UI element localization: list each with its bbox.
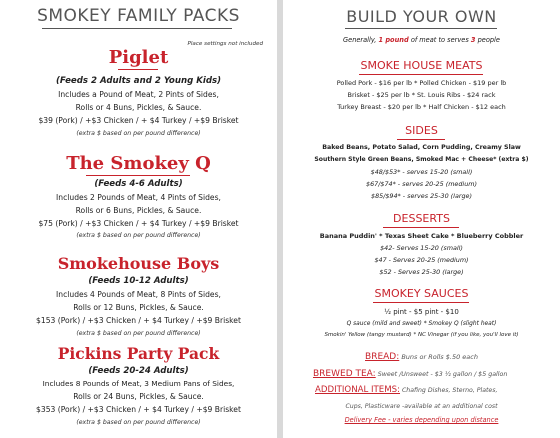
meats-line-2: Brisket - $25 per lb * St. Louis Ribs - $24 rack xyxy=(347,91,496,99)
desserts-line: Banana Puddin' * Texas Sheet Cake * Blueberry Cobbler xyxy=(319,232,524,240)
pack-feeds-pickins-party-pack: (Feeds 20-24 Adults) xyxy=(88,366,189,376)
piglet-underline xyxy=(118,69,158,70)
build-your-own-page xyxy=(283,0,560,438)
build-subtitle: Generally, 1 pound of meat to serves 3 people xyxy=(343,36,500,44)
pack-line1-smokey-q: Includes 2 Pounds of Meat, 4 Pints of Sides, xyxy=(56,193,221,202)
sides-price-large: $85/$94* - serves 25-30 (large) xyxy=(371,192,472,200)
sides-underline xyxy=(397,139,445,140)
pack-line2-smokehouse-boys: Rolls or 12 Buns, Pickles, & Sauce. xyxy=(73,303,204,312)
build-title-underline xyxy=(345,28,497,29)
sauces-line-2: Smokin' Yellow (tangy mustard) * NC Vinegar (if you like, you'll love it) xyxy=(324,332,519,338)
sides-line-2: Southern Style Green Beans, Smoked Mac + Cheese* (extra $) xyxy=(314,156,529,163)
items-row xyxy=(315,385,497,395)
family-packs-page xyxy=(0,0,277,438)
pack-feeds-smokey-q: (Feeds 4-6 Adults) xyxy=(94,179,183,189)
desserts-price-medium: $47 - Serves 20-25 (medium) xyxy=(374,256,469,264)
pack-name-piglet: Piglet xyxy=(108,47,169,68)
sides-line-1: Baked Beans, Potato Salad, Corn Pudding, Creamy Slaw xyxy=(322,144,521,151)
sauces-price: ½ pint - $5 pint - $10 xyxy=(384,308,459,316)
sides-title: SIDES xyxy=(405,124,438,137)
tea-row xyxy=(313,369,507,379)
pack-note-pickins-party-pack: (extra $ based on per pound difference) xyxy=(76,419,201,426)
pack-note-piglet: (extra $ based on per pound difference) xyxy=(76,130,201,137)
pack-note-smokey-q: (extra $ based on per pound difference) xyxy=(76,232,201,239)
sauces-title: SMOKEY SAUCES xyxy=(374,287,469,300)
pack-feeds-piglet: (Feeds 2 Adults and 2 Young Kids) xyxy=(55,76,222,86)
meats-line-1: Polled Pork - $16 per lb * Polled Chicken - $19 per lb xyxy=(336,79,507,87)
pack-line2-smokey-q: Rolls or 6 Buns, Pickles, & Sauce. xyxy=(75,206,202,215)
pack-line1-smokehouse-boys: Includes 4 Pounds of Meat, 8 Pints of Sides, xyxy=(56,290,221,299)
meats-underline xyxy=(359,74,483,75)
smokey-q-underline xyxy=(86,175,190,176)
meats-title: SMOKE HOUSE MEATS xyxy=(360,59,483,72)
items-text: Chafing Dishes, Sterno, Plates, xyxy=(401,387,498,394)
desserts-price-small: $42- Serves 15-20 (small) xyxy=(380,244,463,252)
desserts-price-large: $52 - Serves 25-30 (large) xyxy=(379,268,464,276)
build-your-own-title: BUILD YOUR OWN xyxy=(346,7,497,26)
pack-name-smokey-q: The Smokey Q xyxy=(66,153,211,174)
delivery-fee: Delivery Fee - varies depending upon distance xyxy=(344,416,499,424)
pack-price-pickins-party-pack: $353 (Pork) / +$3 Chicken / + $4 Turkey / +$9 Brisket xyxy=(36,405,241,414)
pack-name-pickins-party-pack: Pickins Party Pack xyxy=(57,344,220,363)
title-underline xyxy=(42,28,232,29)
pack-line2-pickins-party-pack: Rolls or 24 Buns, Pickles, & Sauce. xyxy=(73,392,204,401)
pack-price-smokehouse-boys: $153 (Pork) / +$3 Chicken / + $4 Turkey / +$9 Brisket xyxy=(36,316,241,325)
desserts-underline xyxy=(383,227,459,228)
sauces-line-1: Q sauce (mild and sweet) * Smokey Q (slight heat) xyxy=(346,321,497,327)
sauces-underline xyxy=(373,302,469,303)
pack-line1-piglet: Includes a Pound of Meat, 2 Pints of Sides, xyxy=(58,90,219,99)
bread-row xyxy=(283,352,560,362)
meats-line-3: Turkey Breast - $20 per lb * Half Chicken - $12 each xyxy=(337,103,506,111)
pack-price-smokey-q: $75 (Pork) / +$3 Chicken / + $4 Turkey / +$9 Brisket xyxy=(38,219,239,228)
pack-name-smokehouse-boys: Smokehouse Boys xyxy=(57,254,220,273)
tea-label: BREWED TEA: xyxy=(313,369,376,379)
items-text-2: Cups, Plasticware -available at an additional cost xyxy=(345,403,498,410)
bread-label: BREAD: xyxy=(365,352,400,362)
tea-text: Sweet /Unsweet - $3 ½ gallon / $5 gallon xyxy=(377,371,508,378)
pack-line1-pickins-party-pack: Includes 8 Pounds of Meat, 3 Medium Pans of Sides, xyxy=(42,379,235,388)
pack-line2-piglet: Rolls or 4 Buns, Pickles, & Sauce. xyxy=(75,103,202,112)
place-settings-note: Place settings not included xyxy=(187,41,263,47)
bread-text: Buns or Rolls $.50 each xyxy=(401,353,478,361)
family-packs-title: SMOKEY FAMILY PACKS xyxy=(37,6,240,26)
desserts-title: DESSERTS xyxy=(393,212,450,225)
sides-price-medium: $67/$74* - serves 20-25 (medium) xyxy=(366,180,477,188)
pack-note-smokehouse-boys: (extra $ based on per pound difference) xyxy=(76,330,201,337)
sides-price-small: $48/$53* - serves 15-20 (small) xyxy=(370,168,473,176)
pack-feeds-smokehouse-boys: (Feeds 10-12 Adults) xyxy=(88,276,189,286)
pack-price-piglet: $39 (Pork) / +$3 Chicken / + $4 Turkey / +$9 Brisket xyxy=(38,116,239,125)
items-label: ADDITIONAL ITEMS: xyxy=(315,385,401,395)
